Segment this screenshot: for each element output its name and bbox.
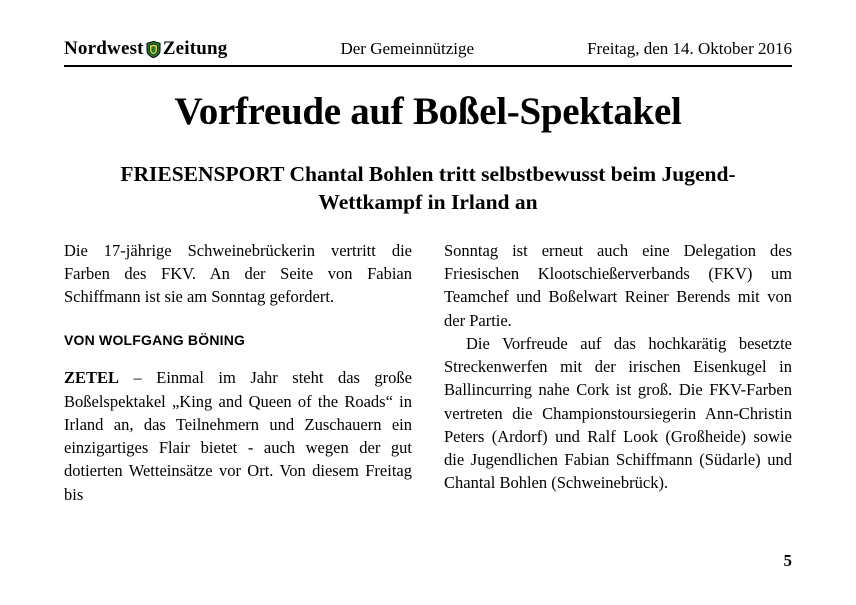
page-number: 5 (783, 551, 792, 570)
dateline-separator: – (119, 368, 157, 388)
publication-date: Freitag, den 14. Oktober 2016 (587, 39, 792, 58)
article-dateline: ZETEL (64, 368, 120, 388)
paper-name-first: Nordwest (64, 38, 144, 59)
masthead (64, 38, 792, 67)
article-lead: Die 17-jährige Schweinebrückerin vertritt die Farben des FKV. An der Seite von Fabian Schiffmann ist sie am Sonntag gefordert. (64, 240, 412, 307)
article-body (64, 239, 792, 506)
section-title: Der Gemeinnützige (340, 39, 475, 58)
subheadline-text: Chantal Bohlen tritt selbstbewusst beim Jugend-Wettkampf in Irland an (284, 162, 736, 215)
article-byline: VON WOLFGANG BÖNING (64, 331, 246, 348)
article-subheadline (64, 160, 792, 217)
paper-logo (64, 38, 227, 60)
article-paragraph-1-text: Einmal im Jahr steht das große Boßelspektakel „King and Queen of the Roads“ in Irland an, das Teilnehmern und Zuschauern ein einzigartiges Flair bietet - auch wegen der gut dotierten Wetteinsätze vor Ort. Von diesem Freitag bis (64, 368, 412, 504)
shield-crest-icon (146, 41, 161, 58)
subheadline-kicker: FRIESENSPORT (120, 162, 285, 187)
column-left (64, 239, 412, 506)
article-paragraph-2: Sonntag ist erneut auch eine Delegation des Friesischen Klootschießerverbands (FKV) um Teamchef und Boßelwart Reiner Berends mit von der Partie. (444, 240, 792, 330)
column-right (444, 239, 792, 506)
paper-name-second: Zeitung (162, 38, 228, 59)
page-title: Vorfreude auf Boßel-Spektakel (174, 90, 682, 133)
article-paragraph-3: Die Vorfreude auf das hochkarätig besetzte Streckenwerfen mit der irischen Eisenkugel in Ballincurring nahe Cork ist groß. Die FKV-Farben vertreten die Championstoursiegerin Ann-Christin Peters (Ardorf) und Ralf Look (Großheide) sowie die Jugendlichen Fabian Schiffmann (Südarle) und Chantal Bohlen (Schweinebrück). (444, 333, 792, 493)
article-paragraph-1 (64, 366, 412, 506)
